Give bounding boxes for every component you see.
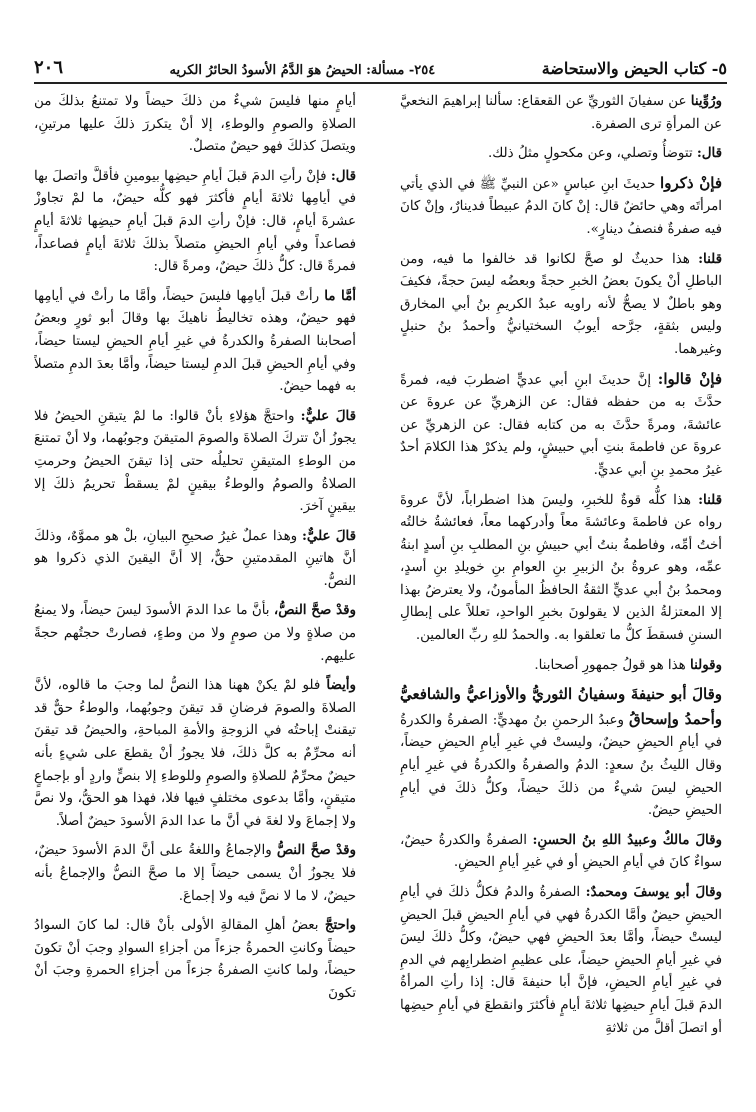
paragraph-lead: وقالَ أبو حنيفةَ وسفيانُ الثوريُّ والأوزاعيُّ والشافعيُّ وأحمدُ وإسحاقُ <box>400 685 722 728</box>
left-column <box>34 90 356 1090</box>
paragraph-text: إنَّ حديثَ ابنِ أبي عديٍّ اضطربَ فيه، فمرةً حدَّثَ به من حفظه فقال: عن الزهريِّ عن عروةَ عن عائشةَ، ومرةً حدَّثَ به من كتابه فقال: عن الزهريِّ عن عروةَ عن فاطمةَ بنتِ أبي حبيشٍ، ولم يذكرْ هذا الكلامَ أحدٌ غيرُ محمدِ بنِ أبي عديٍّ. <box>400 372 722 478</box>
paragraph-lead: واحتجَّ <box>324 917 356 934</box>
paragraph <box>400 829 722 875</box>
paragraph-lead: ورُوِّينا <box>690 93 722 109</box>
right-column <box>400 90 722 1090</box>
paragraph-text: هذا حديثٌ لو صحَّ لكانوا قد خالفوا ما فيه، ومن الباطلِ أنْ يكونَ بعضُ الخبرِ حجةً وبعضُه ليسَ حجةً، فكيفَ وهو باطلٌ لا يصحُّ لأنه راويه عبدُ الكريمِ بنُ أبي المخارق وليس بثقةٍ، جرَّحه أيوبُ السختيانيُّ وأحمدُ بنُ حنبلٍ وغيرهما. <box>400 251 722 357</box>
paragraph <box>34 525 356 594</box>
paragraph <box>400 654 722 678</box>
paragraph-lead: فإنْ ذكروا <box>660 173 722 192</box>
paragraph-text: الصفرةُ والكدرةُ حيضٌ، سواءٌ كانَ في أيامِ الحيضِ أو في غيرِ أيامِ الحيضِ. <box>400 832 722 871</box>
paragraph <box>34 914 356 1005</box>
page-header <box>34 50 727 84</box>
paragraph-lead: وقالَ مالكٌ وعبيدُ اللهِ بنُ الحسنِ: <box>532 831 722 848</box>
paragraph <box>400 248 722 362</box>
paragraph-text: واحتجَّ هؤلاءِ بأنْ قالوا: ما لمْ يتيقنِ الحيضُ فلا يجوزُ أنْ تتركَ الصلاةَ والصومَ المتيقنَ وجوبُهما، ولا أنْ تمتنعَ من الوطءِ المتيقنِ تحليلُه حتى إذا تيقنَ الحيضُ وحرمتِ الصلاةُ والصومُ والوطءُ بيقينٍ لمْ يسقطْ تحريمُ ذلكَ إلا بيقينٍ آخرَ. <box>34 408 356 515</box>
paragraph-text: أيامٍ منها فليسَ شيءٌ من ذلكَ حيضاً ولا تمتنعُ بذلكَ من الصلاةِ والصومِ والوطءِ، إلا أنْ يتكررَ ذلكَ عليها مرتينِ، ويتصلَ كذلكَ فهو حيضٌ متصلٌ. <box>34 94 356 155</box>
paragraph-lead: قالَ عليٌّ: <box>301 527 356 544</box>
paragraph-lead: فإنْ قالوا: <box>657 369 722 388</box>
book-title: ٥- كتاب الحيض والاستحاضة <box>541 59 727 78</box>
paragraph-lead: قالَ عليٌّ: <box>300 407 356 424</box>
paragraph <box>34 839 356 908</box>
paragraph-text: فإنْ رأتِ الدمَ قبلَ أيامِ حيضِها بيومينِ فأقلَّ واتصلَ بها في أيامِها ثلاثةَ أيامٍ فأكثرَ فهو كلُّه حيضٌ، ما لمْ تجاوزْ عشرةَ أيامٍ، قال: فإنْ رأتِ الدمَ قبلَ أيامِ حيضِها ثلاثةَ أيامٍ فصاعداً وفي أيامِ الحيضِ متصلاً بذلكَ ثلاثةَ أيامٍ فصاعداً، فمرةً قال: كلُّ ذلكَ حيضٌ، ومرةً قال: <box>34 168 356 275</box>
paragraph-lead: قلنا: <box>698 491 722 508</box>
paragraph-text: هذا هو قولُ جمهورِ أصحابنا. <box>534 657 690 673</box>
paragraph-text: بعضُ أهلِ المقالةِ الأولى بأنْ قال: لما كانَ السوادُ حيضاً وكانتِ الحمرةُ جزءاً من أجزاءِ السوادِ وجبَ أنْ تكونَ حيضاً، ولما كانتِ الصفرةُ جزءاً من أجزاءِ الحمرةِ وجبَ أنْ تكونَ <box>34 918 356 1001</box>
paragraph-lead: قلنا: <box>698 250 722 267</box>
paragraph-text: الصفرةُ والدمُ فكلُّ ذلكَ في أيامِ الحيضِ حيضٌ وأمَّا الكدرةُ فهي في أيامِ الحيضِ قبلَ الحيضِ ليستْ حيضاً، وأمَّا بعدَ الحيضِ فهي حيضٌ، وكلُّ ذلكَ ليسَ في غيرِ أيامِ الحيضِ حيضاً، على عظيمِ اضطرابِهم في الدمِ في غيرِ أيامِ الحيضِ، فإنَّ أبا حنيفةَ قال: إذا رأتِ المرأةُ الدمَ قبلَ أيامِ حيضِها ثلاثةَ أيامٍ فأكثرَ وانقطعَ في أيامِ حيضِها أو اتصلَ أقلَّ من ثلاثةِ <box>400 885 722 1036</box>
paragraph-text: وعبدُ الرحمنِ بنُ مهديٍّ: الصفرةُ والكدرةُ في أيامِ الحيضِ حيضٌ، وليستْ في غيرِ أيامِ الحيضِ حيضاً، وقال الليثُ بنُ سعدٍ: الدمُ والصفرةُ والكدرةُ في غيرِ أيامِ الحيضِ ليسَ شيءٌ من ذلكَ حيضاً، وكلُّ ذلكَ في أيامِ الحيضِ حيضٌ. <box>400 712 722 819</box>
paragraph-lead: وقالَ أبو يوسفَ ومحمدٌ: <box>585 884 722 900</box>
paragraph <box>400 368 722 483</box>
paragraph-text: تتوضأُ وتصلي، وعن مكحولٍ مثلُ ذلك. <box>488 146 697 162</box>
issue-title: ٢٥٤- مسألة: الحيضُ هوَ الدَّمُ الأسودُ الحائرُ الكريه <box>169 63 436 78</box>
paragraph <box>34 674 356 833</box>
paragraph-text: عن سفيانَ الثوريِّ عن القعقاع: سألنا إبراهيمَ النخعيَّ عن المرأةِ ترى الصفرة. <box>400 94 722 132</box>
paragraph <box>400 881 722 1040</box>
paragraph <box>400 142 722 166</box>
paragraph-lead: قال: <box>696 145 722 162</box>
paragraph <box>34 165 356 279</box>
paragraph-text: حديثَ ابنِ عباسٍ «عن النبيِّ ﷺ في الذي يأتي امرأتَه وهي حائضٌ قال: إنْ كانَ الدمُ عبيطاً فدينارٌ، وإنْ كانَ فيه صفرةٌ فنصفُ دينارٍ». <box>400 176 722 237</box>
paragraph <box>34 599 356 668</box>
paragraph-text: فلو لمْ يكنْ ههنا هذا النصُّ لما وجبَ ما قالوه، لأنَّ الصلاةَ والصومَ فرضانِ قد تيقنَ وجوبُهما، والوطءُ حقٌّ قد تيقنتْ إباحتُه في الزوجةِ والأمةِ المباحةِ، والحيضُ قد تيقنَ أنه محرِّمٌ به كلَّ ذلكَ، فلا يجوزُ أنْ يقطعَ على شيءٍ بأنه حيضٌ محرِّمٌ للصلاةِ والصومِ وللوطءِ إلا بنصٍّ واردٍ أو بإجماعٍ متيقنٍ، وأمَّا بدعوى مختلفٍ فيها فلا، فهذا هو الحقُّ، ولا نصَّ ولا إجماعَ ولا لغةَ في أنَّ ما عدا الدمَ الأسودَ حيضٌ أصلاً. <box>34 678 356 829</box>
paragraph-text: هذا كلُّه قوةٌ للخبرِ، وليسَ هذا اضطراباً، لأنَّ عروةَ رواه عن فاطمةَ وعائشةَ معاً وأدركهما معاً، فعائشةُ خالتُه أختُ أمِّه، وفاطمةُ بنتُ أبي حبيشِ بنِ المطلبِ بنِ أسدٍ ابنةُ عمِّه، وهو عروةُ بنُ الزبيرِ بنِ العوامِ بنِ خويلدِ بنِ أسدٍ، ومحمدُ بنُ أبي عديٍّ الثقةُ الحافظُ المأمونُ، ولا يعترضُ بهذا إلا المعتزلةُ الذين لا يقولونَ بخبرِ الواحدِ، تعللاً على إبطالِ السننِ فسقطَ كلُّ ما تعلقوا به. والحمدُ للهِ ربِّ العالمين. <box>400 492 722 644</box>
paragraph-lead: وقدْ صحَّ النصُّ، <box>273 602 356 619</box>
paragraph-lead: وقولنا <box>690 656 722 673</box>
paragraph <box>34 90 356 159</box>
paragraph <box>400 90 722 136</box>
paragraph <box>400 683 722 823</box>
paragraph <box>34 405 356 519</box>
paragraph-lead: أمَّا ما <box>324 287 356 304</box>
paragraph <box>400 172 722 242</box>
paragraph-lead: وقدْ صحَّ النصُّ <box>276 842 356 859</box>
paragraph <box>400 489 722 648</box>
paragraph-text: وهذا عملٌ غيرُ صحيحِ البيانِ، بلْ هو مموَّهٌ، وذلكَ أنَّ هاتينِ المقدمتينِ حقٌّ، إلا أنَّ اليقينَ الذي ذكروا هو النصُّ. <box>34 528 356 589</box>
paragraph-text: والإجماعُ واللغةُ على أنَّ الدمَ الأسودَ حيضٌ، فلا يجوزُ أنْ يسمى حيضاً إلا ما صحَّ النصُّ والإجماعُ بأنه حيضٌ، لا ما لا نصَّ فيه ولا إجماعَ. <box>34 843 356 904</box>
paragraph-text: رأتْ قبلَ أيامِها فليسَ حيضاً، وأمَّا ما رأتْ في أيامِها فهو حيضٌ، وهذه تخاليطُ ناهيكَ بها وقالَ أبو ثورٍ وبعضُ أصحابنا الصفرةُ والكدرةُ في غيرِ أيامِ الحيضِ ليستا حيضاً، وفي أيامِ الحيضِ قبلَ الدمِ ليستا حيضاً، وأمَّا بعدَ الدمِ متصلاً به فهما حيضٌ. <box>34 288 356 395</box>
paragraph-lead: وأيضاً <box>326 677 356 694</box>
paragraph <box>34 285 356 399</box>
paragraph-text: بأنَّ ما عدا الدمَ الأسودَ ليسَ حيضاً، ولا يمنعُ من صلاةٍ ولا من صومٍ ولا من وطءٍ، فصارتْ حجتُهم حجةً عليهم. <box>34 603 356 664</box>
paragraph-lead: قال: <box>330 167 356 184</box>
page-number: ٢٠٦ <box>34 57 64 78</box>
